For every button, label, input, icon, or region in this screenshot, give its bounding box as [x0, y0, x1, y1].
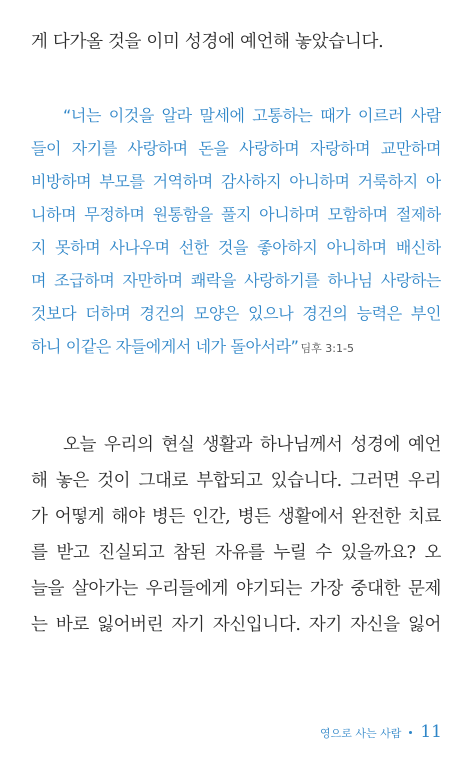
quote-line-1: “너는 이것을 알라 말세에 고통하는 때가 이르러 사람	[63, 106, 441, 125]
quote-line-2: 들이 자기를 사랑하며 돈을 사랑하며 자랑하며 교만하며	[31, 139, 441, 158]
body-line-2: 해 놓은 것이 그대로 부합되고 있습니다. 그러면 우리	[31, 471, 441, 491]
body-line-1: 오늘 우리의 현실 생활과 하나님께서 성경에 예언	[63, 435, 441, 455]
quote-line-6: 며 조급하며 자만하며 쾌락을 사랑하기를 하나님 사랑하는	[31, 271, 441, 290]
scripture-reference: 딤후 3:1-5	[300, 342, 354, 355]
book-title: 영으로 사는 사람	[319, 727, 402, 740]
page-footer	[320, 722, 442, 742]
quote-line-5: 지 못하며 사나우며 선한 것을 좋아하지 아니하며 배신하	[31, 238, 441, 257]
body-line-3: 가 어떻게 해야 병든 인간, 병든 생활에서 완전한 치료	[31, 507, 441, 527]
body-line-4: 를 받고 진실되고 참된 자유를 누릴 수 있을까요? 오	[31, 543, 441, 563]
quote-line-8	[31, 335, 441, 359]
footer-dot-icon	[409, 731, 412, 734]
quote-line-7: 것보다 더하며 경건의 모양은 있으나 경건의 능력은 부인	[31, 304, 441, 323]
body-line-6: 는 바로 잃어버린 자기 자신입니다. 자기 자신을 잃어	[31, 615, 441, 635]
body-line-5: 늘을 살아가는 우리들에게 야기되는 가장 중대한 문제	[31, 579, 441, 599]
intro-line: 게 다가올 것을 이미 성경에 예언해 놓았습니다.	[31, 32, 384, 52]
page-number: 11	[420, 722, 442, 742]
quote-line-8-text: 하니 이같은 자들에게서 네가 돌아서라”	[31, 337, 299, 356]
quote-line-4: 니하며 무정하며 원통함을 풀지 아니하며 모함하며 절제하	[31, 205, 441, 224]
quote-line-3: 비방하며 부모를 거역하며 감사하지 아니하며 거룩하지 아	[31, 172, 441, 191]
